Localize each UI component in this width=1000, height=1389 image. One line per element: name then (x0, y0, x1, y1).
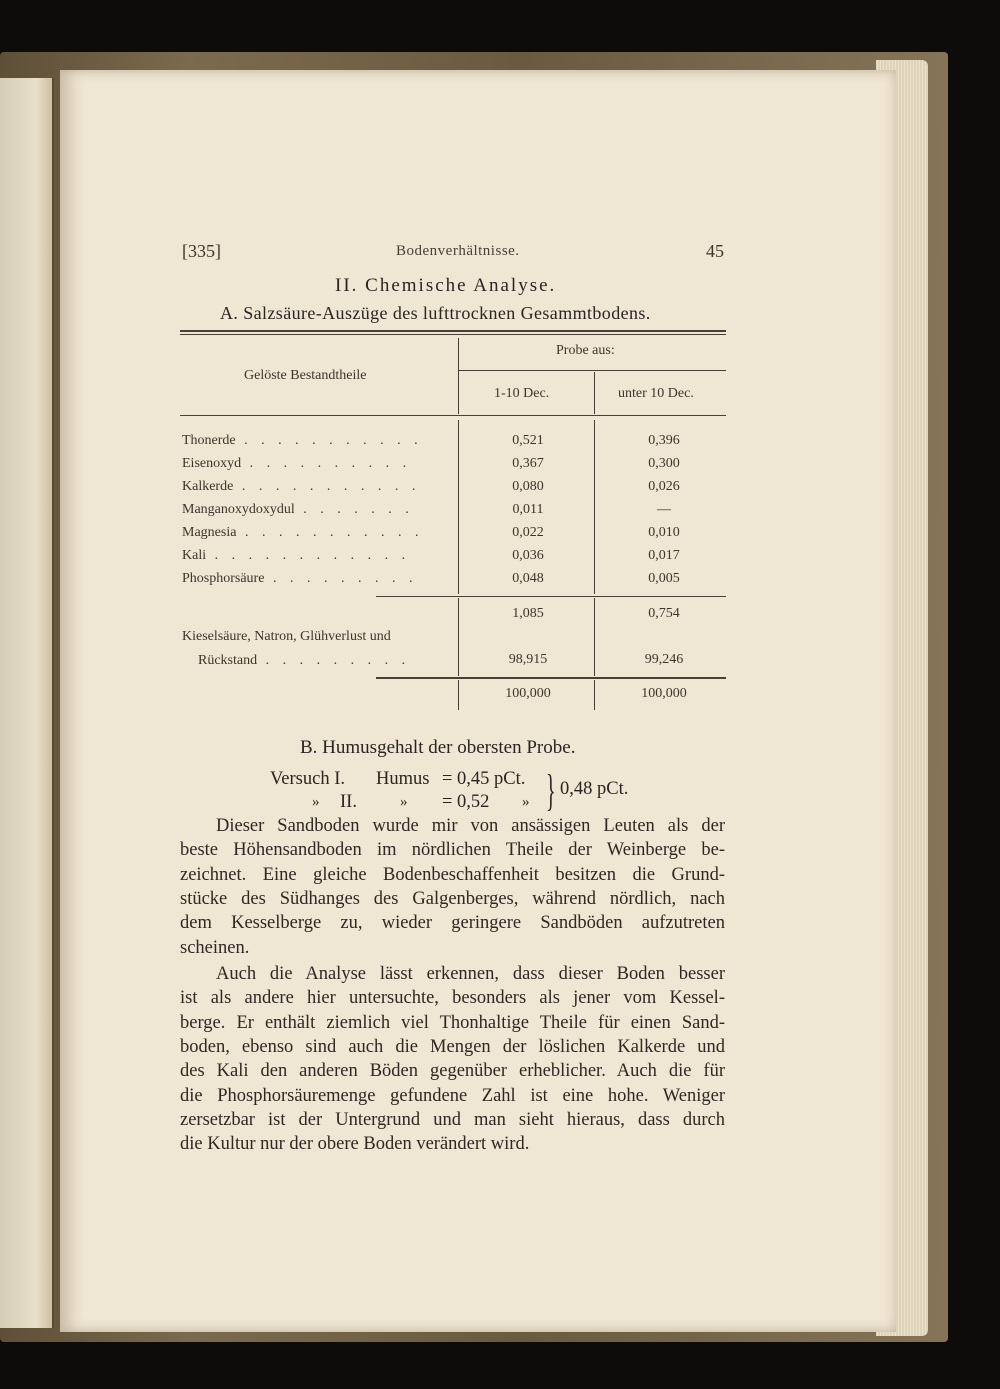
paragraph-line: stücke des Südhanges des Galgenberges, während nördlich, nach (180, 889, 725, 909)
total-vertical-rule-b (594, 680, 595, 710)
row-value-a: 0,521 (512, 433, 544, 448)
total-b: 100,000 (641, 686, 687, 701)
table-top-rule (180, 330, 726, 332)
paragraph-line: ist als andere hier untersuchte, besonders als jener vom Kessel- (180, 988, 725, 1008)
section-subtitle: A. Salzsäure-Auszüge des lufttrocknen Gesammtbodens. (220, 303, 651, 323)
paragraph-line: berge. Er enthält ziemlich viel Thonhaltige Theile für einen Sand- (180, 1013, 725, 1033)
row-label: Thonerde . . . . . . . . . . . (182, 433, 423, 448)
rest-b: 99,246 (644, 652, 684, 667)
paragraph-line: Auch die Analyse lässt erkennen, dass dieser Boden besser (216, 964, 725, 984)
paragraph-line: die Phosphorsäuremenge gefundene Zahl ist eine hohe. Weniger (180, 1086, 725, 1106)
header-vertical-rule (458, 338, 459, 414)
row-value-b: 0,010 (648, 525, 680, 540)
row-value-b: — (657, 502, 671, 517)
row-label: Magnesia . . . . . . . . . . . (182, 525, 424, 540)
paragraph-line: dem Kesselberge zu, wieder geringere Sandböden aufzutreten (180, 913, 725, 933)
row-value-a: 0,048 (512, 571, 544, 586)
book-page (60, 70, 896, 1332)
paragraph-line: boden, ebenso sind auch die Mengen der löslichen Kalkerde und (180, 1037, 725, 1057)
paragraph-line: zersetzbar ist der Untergrund und man sieht hieraus, dass durch (180, 1110, 725, 1130)
row-value-a: 0,036 (512, 548, 544, 563)
header-probe: Probe aus: (556, 343, 615, 358)
paragraph-line: scheinen. (180, 938, 250, 958)
section-title: II. Chemische Analyse. (335, 275, 557, 296)
humus-line1-label: Versuch I. (270, 769, 346, 789)
humus-line2-label: II. (340, 792, 357, 812)
header-substances: Gelöste Bestandtheile (244, 368, 367, 383)
header-bottom-rule (180, 415, 726, 416)
humus-line2-mark: » (312, 794, 320, 810)
total-vertical-rule-a (458, 680, 459, 710)
row-value-b: 0,026 (648, 479, 680, 494)
subtotal-a: 1,085 (512, 606, 544, 621)
running-title: Bodenverhältnisse. (396, 243, 520, 259)
page-number-bracket: [335] (182, 241, 221, 261)
rest-label-line1: Kieselsäure, Natron, Glühverlust und (182, 629, 391, 644)
humus-line1-value: = 0,45 pCt. (442, 769, 526, 789)
paragraph-line: Dieser Sandboden wurde mir von ansässigen Leuten als der (216, 816, 725, 836)
row-label: Eisenoxyd . . . . . . . . . . (182, 456, 412, 471)
row-value-b: 0,005 (648, 571, 680, 586)
humus-title: B. Humusgehalt der obersten Probe. (300, 737, 576, 758)
group-header-rule (458, 370, 726, 371)
total-rule (376, 677, 726, 679)
paragraph-line: beste Höhensandboden im nördlichen Theile der Weinberge be- (180, 840, 725, 860)
page-number: 45 (706, 241, 724, 261)
body-vertical-rule-b (594, 420, 595, 594)
humus-line2-value: = 0,52 (442, 792, 490, 812)
lower-vertical-rule-b (594, 598, 595, 676)
paragraph-line: die Kultur nur der obere Boden verändert wird. (180, 1134, 530, 1154)
row-label: Manganoxydoxydul . . . . . . . (182, 502, 414, 517)
table-top-rule-thin (180, 334, 726, 335)
humus-line2-mark2: » (522, 794, 530, 810)
subheader-vertical-rule (594, 372, 595, 414)
humus-line1-word: Humus (376, 769, 430, 789)
left-page-edge (0, 78, 54, 1328)
row-value-a: 0,011 (512, 502, 544, 517)
header-col-b: unter 10 Dec. (618, 386, 694, 401)
row-label: Kali . . . . . . . . . . . . (182, 548, 411, 563)
lower-vertical-rule-a (458, 598, 459, 676)
paragraph-line: des Kali den anderen Böden gegenüber erheblicher. Auch die für (180, 1061, 725, 1081)
humus-average: 0,48 pCt. (560, 779, 629, 799)
rest-label-line2: Rückstand . . . . . . . . . (198, 653, 411, 668)
row-value-a: 0,022 (512, 525, 544, 540)
row-value-a: 0,080 (512, 479, 544, 494)
brace: } (546, 766, 556, 815)
subtotal-b: 0,754 (648, 606, 680, 621)
body-vertical-rule-a (458, 420, 459, 594)
humus-line2-word: » (400, 794, 408, 810)
row-value-b: 0,396 (648, 433, 680, 448)
row-value-b: 0,017 (648, 548, 680, 563)
total-a: 100,000 (505, 686, 551, 701)
row-label: Kalkerde . . . . . . . . . . . (182, 479, 421, 494)
rest-a: 98,915 (508, 652, 548, 667)
row-label: Phosphorsäure . . . . . . . . . (182, 571, 418, 586)
row-value-a: 0,367 (512, 456, 544, 471)
subtotal-rule (376, 596, 726, 597)
header-col-a: 1-10 Dec. (494, 386, 550, 401)
paragraph-line: zeichnet. Eine gleiche Bodenbeschaffenheit besitzen die Grund- (180, 865, 725, 885)
row-value-b: 0,300 (648, 456, 680, 471)
